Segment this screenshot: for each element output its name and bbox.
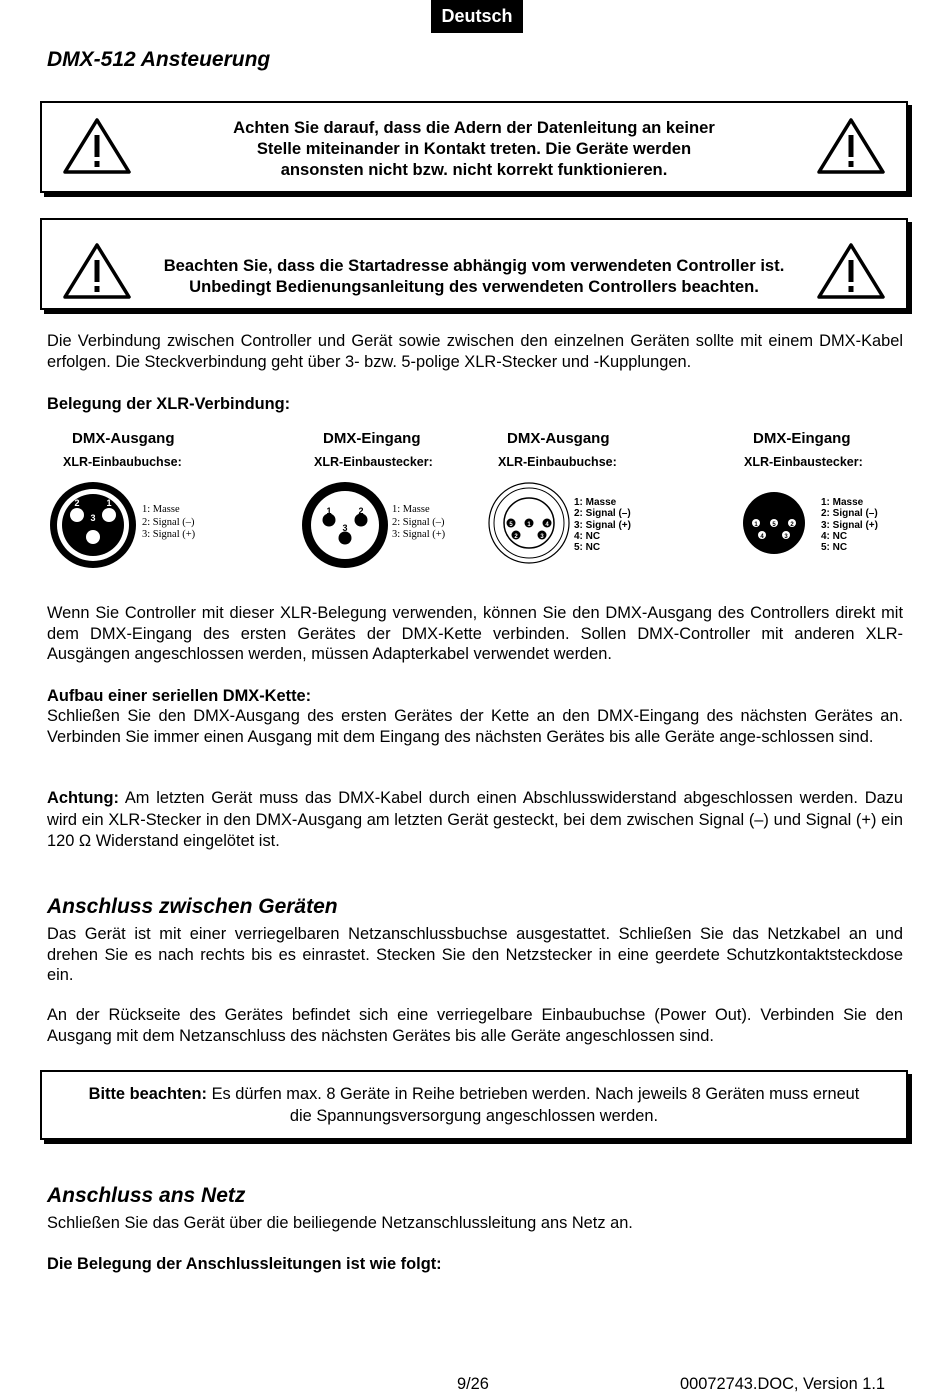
pin-number: 2 xyxy=(74,498,80,508)
xlr-subtitle: XLR-Einbaubuchse: xyxy=(63,455,182,469)
document-version: 00072743.DOC, Version 1.1 xyxy=(680,1375,886,1393)
warning-box-wires xyxy=(40,101,908,193)
warning-triangle-icon xyxy=(62,242,132,300)
heading-mains-wiring: Die Belegung der Anschlussleitungen ist wie folgt: xyxy=(47,1255,442,1273)
warning-triangle-icon xyxy=(816,242,886,300)
warning-box-start-address xyxy=(40,218,908,310)
note-box-max-devices xyxy=(40,1070,908,1140)
heading-dmx-chain: Aufbau einer seriellen DMX-Kette: xyxy=(47,687,312,705)
page-number: 9/26 xyxy=(457,1375,489,1393)
xlr-subtitle: XLR-Einbaustecker: xyxy=(744,455,863,469)
paragraph-mains: Schließen Sie das Gerät über die beiliegende Netzanschlussleitung ans Netz an. xyxy=(47,1214,633,1232)
note-text: Bitte beachten: Es dürfen max. 8 Geräte in Reihe betrieben werden. Nach jeweils 8 Geräten muss erneut die Spannungsversorgung angeschlossen werden. xyxy=(88,1085,860,1125)
pin-number: 2 xyxy=(790,522,794,528)
language-tab: Deutsch xyxy=(431,0,523,33)
xlr-3pin-socket-icon xyxy=(48,480,138,570)
pin-number: 3 xyxy=(342,523,348,533)
section-title-connect: Anschluss zwischen Geräten xyxy=(47,895,338,918)
heading-xlr-assignment: Belegung der XLR-Verbindung: xyxy=(47,395,291,413)
warning-text-wires: Achten Sie darauf, dass die Adern der Datenleitung an keiner Stelle miteinander in Kontakt treten. Die Geräte werden ansonsten nicht bzw. nicht korrekt funktionieren. xyxy=(233,118,715,179)
pin-number: 3 xyxy=(784,534,788,540)
pin-number: 3 xyxy=(90,513,96,523)
pin-number: 2 xyxy=(514,534,518,540)
pin-number: 5 xyxy=(509,522,513,528)
xlr-title: DMX-Ausgang xyxy=(72,430,175,447)
xlr-pin-list: 1: Masse 2: Signal (–) 3: Signal (+) 4: NC 5: NC xyxy=(574,497,631,554)
pin-number: 3 xyxy=(540,534,544,540)
pin-number: 1 xyxy=(754,522,758,528)
xlr-title: DMX-Ausgang xyxy=(507,430,610,447)
paragraph-connect-2: An der Rückseite des Gerätes befindet sich eine verriegelbare Einbaubuchse (Power Out). Verbinden Sie den Ausgang mit dem Netzanschluss des nächsten Gerätes bis alle Geräte angeschlossen sind. xyxy=(47,1006,903,1045)
section-title-dmx: DMX-512 Ansteuerung xyxy=(47,48,271,71)
xlr-5pin-socket-icon xyxy=(486,480,572,566)
xlr-3pin-plug-icon xyxy=(300,480,390,570)
section-title-mains: Anschluss ans Netz xyxy=(47,1184,246,1207)
pin-number: 4 xyxy=(545,522,549,528)
xlr-pin-list: 1: Masse 2: Signal (–) 3: Signal (+) xyxy=(392,504,446,540)
pin-number: 1 xyxy=(106,498,112,508)
pin-number: 2 xyxy=(358,506,364,516)
xlr-subtitle: XLR-Einbaustecker: xyxy=(314,455,433,469)
xlr-subtitle: XLR-Einbaubuchse: xyxy=(498,455,617,469)
paragraph-dmx-intro: Die Verbindung zwischen Controller und Gerät sowie zwischen den einzelnen Geräten sollte mit einem DMX-Kabel erfolgen. Die Steckverbindung geht über 3- bzw. 5-polige XLR-Stecker und -Kupplungen. xyxy=(47,332,903,371)
pin-number: 1 xyxy=(527,522,531,528)
pin-number: 5 xyxy=(772,522,776,528)
paragraph-attention xyxy=(47,788,903,853)
paragraph-dmx-chain: Schließen Sie den DMX-Ausgang des ersten Gerätes der Kette an den DMX-Eingang des nächsten Gerätes an. Verbinden Sie immer einen Ausgang mit dem Eingang des nächsten Gerätes bis alle Geräte ange-schlossen sind. xyxy=(47,707,903,746)
attention-text: Am letzten Gerät muss das DMX-Kabel durch einen Abschlusswiderstand abgeschlossen werden. Dazu wird ein XLR-Stecker in den DMX-Ausgang am letzten Gerät gesteckt, bei dem zwischen Signal (–) und Signal (+) ein 120 Ω Widerstand eingelötet ist. xyxy=(47,789,903,850)
warning-triangle-icon xyxy=(816,117,886,175)
xlr-pin-list: 1: Masse 2: Signal (–) 3: Signal (+) xyxy=(142,504,196,540)
paragraph-connect-1: Das Gerät ist mit einer verriegelbaren Netzanschlussbuchse ausgestattet. Schließen Sie das Netzkabel an und drehen Sie es nach rechts bis es einrastet. Stecken Sie den Netzstecker in eine geerdete Schutzkontaktsteckdose ein. xyxy=(47,925,903,984)
warning-text-start-address: Beachten Sie, dass die Startadresse abhängig vom verwendeten Controller ist. Unbedingt Bedienungsanleitung des verwendeten Controllers beachten. xyxy=(163,256,785,296)
xlr-5pin-plug-icon xyxy=(741,490,807,556)
pin-number: 1 xyxy=(326,506,332,516)
xlr-title: DMX-Eingang xyxy=(753,430,851,447)
pin-number: 4 xyxy=(760,534,764,540)
attention-label: Achtung: xyxy=(47,789,119,807)
xlr-pin-list: 1: Masse 2: Signal (–) 3: Signal (+) 4: NC 5: NC xyxy=(821,497,878,554)
xlr-title: DMX-Eingang xyxy=(323,430,421,447)
warning-triangle-icon xyxy=(62,117,132,175)
paragraph-xlr-usage: Wenn Sie Controller mit dieser XLR-Belegung verwenden, können Sie den DMX-Ausgang des Controllers direkt mit dem DMX-Eingang des ersten Gerätes der DMX-Kette verbinden. Sollen DMX-Controller mit anderen XLR-Ausgängen angeschlossen werden, müssen Adapterkabel verwendet werden. xyxy=(47,604,903,663)
